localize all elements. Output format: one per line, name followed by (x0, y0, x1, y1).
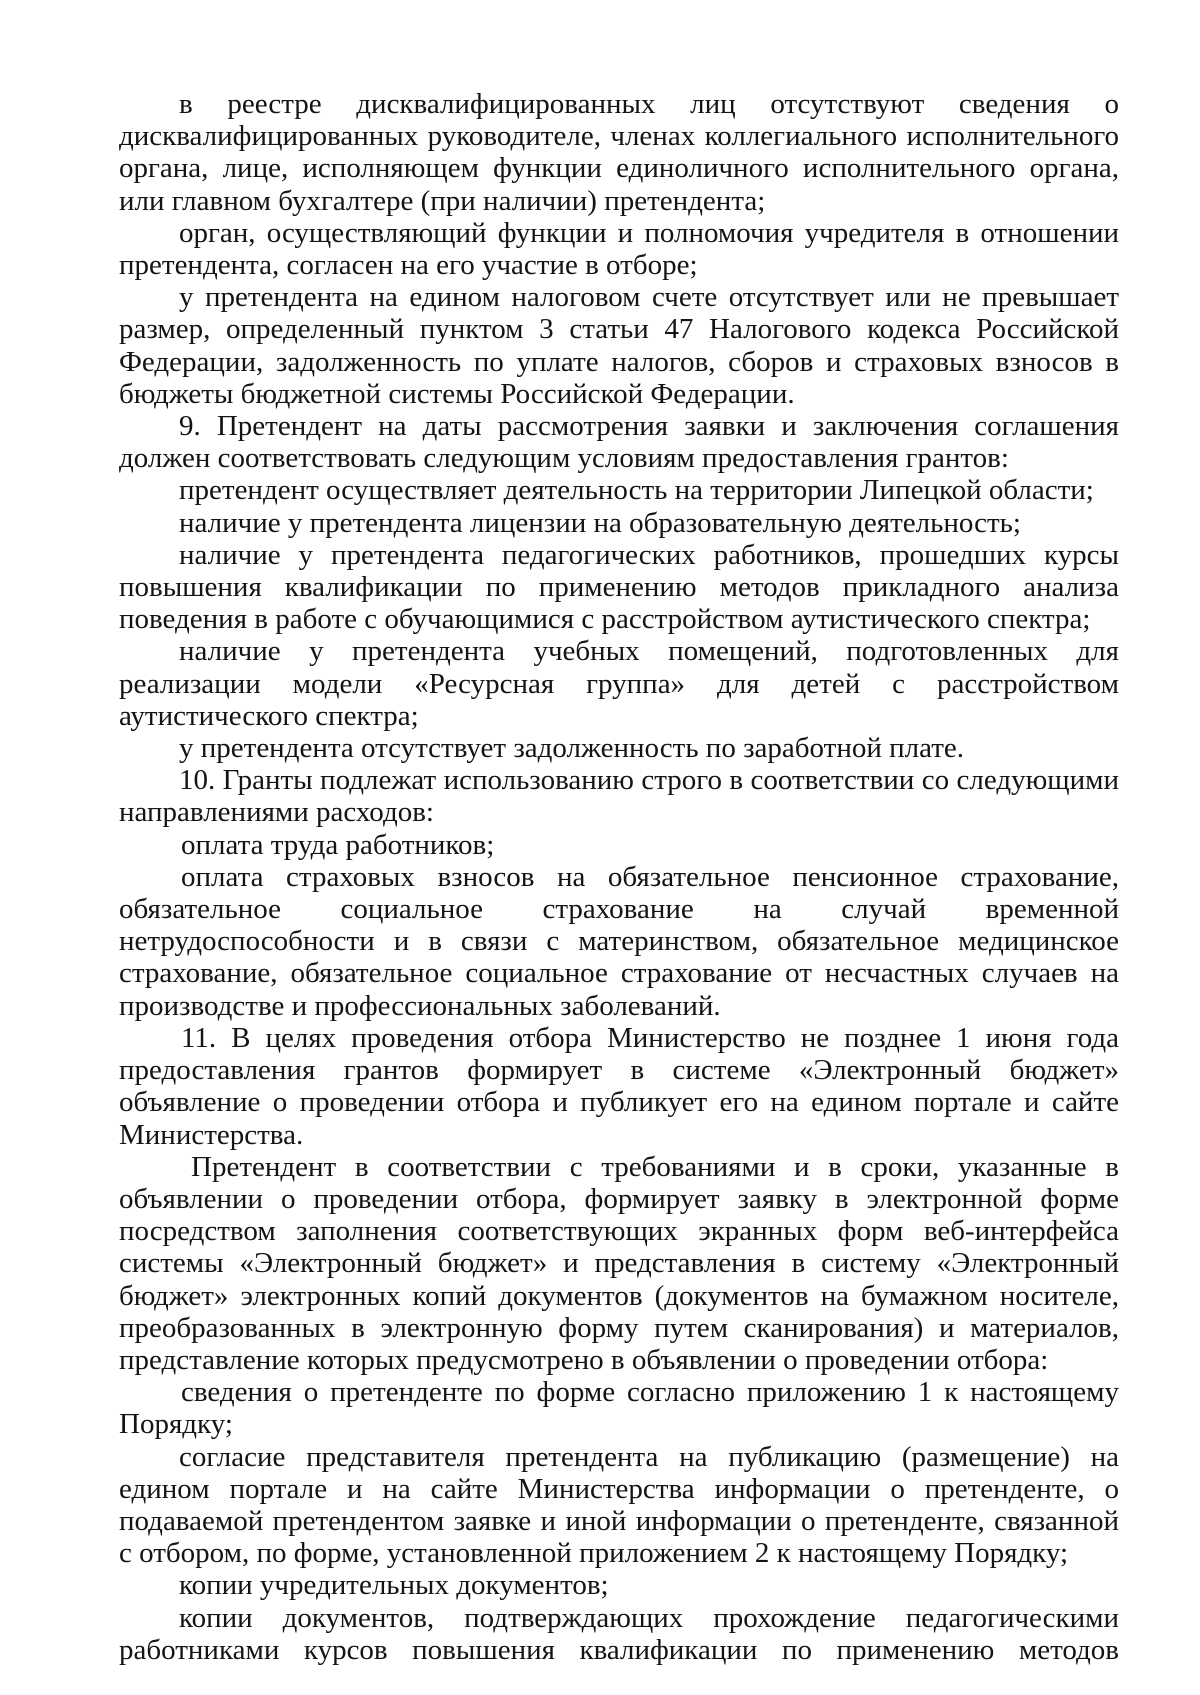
paragraph-disqualified-registry: в реестре дисквалифицированных лиц отсутствуют сведения о дисквалифицированных руководителе, членах коллегиального исполнительного органа, лице, исполняющем функции единоличного исполнительного органа, или главном бухгалтере (при наличии) претендента; (119, 88, 1119, 217)
paragraph-tax-debt: у претендента на едином налоговом счете отсутствует или не превышает размер, определенный пунктом 3 статьи 47 Налогового кодекса Российской Федерации, задолженность по уплате налогов, сборов и страховых взносов в бюджеты бюджетной системы Российской Федерации. (119, 281, 1119, 410)
paragraph-no-wage-debt: у претендента отсутствует задолженность по заработной плате. (179, 732, 965, 765)
paragraph-section-9: 9. Претендент на даты рассмотрения заявки и заключения соглашения должен соответствовать следующим условиям предоставления грантов: (119, 410, 1119, 475)
paragraph-classrooms: наличие у претендента учебных помещений, подготовленных для реализации модели «Ресурсная группа» для детей с расстройством аутистического спектра; (119, 635, 1119, 732)
paragraph-teachers-training: наличие у претендента педагогических работников, прошедших курсы повышения квалификации по применению методов прикладного анализа поведения в работе с обучающимися с расстройством аутистического спектра; (119, 538, 1119, 636)
paragraph-applicant-info: сведения о претенденте по форме согласно приложению 1 к настоящему Порядку; (119, 1376, 1119, 1441)
paragraph-section-10: 10. Гранты подлежат использованию строго в соответствии со следующими направлениями расходов: (119, 764, 1119, 829)
paragraph-labor-payment: оплата труда работников; (181, 828, 495, 861)
paragraph-founder-consent: орган, осуществляющий функции и полномочия учредителя в отношении претендента, согласен на его участие в отборе; (119, 216, 1119, 282)
paragraph-license: наличие у претендента лицензии на образовательную деятельность; (179, 506, 1021, 539)
paragraph-section-11: 11. В целях проведения отбора Министерство не позднее 1 июня года предоставления грантов формирует в системе «Электронный бюджет» объявление о проведении отбора и публикует его на едином портале и сайте Министерства. (119, 1021, 1119, 1151)
paragraph-lipetsk-territory: претендент осуществляет деятельность на территории Липецкой области; (179, 474, 1094, 507)
paragraph-training-documents: копии документов, подтверждающих прохождение педагогическими работниками курсов повышения квалификации по применению методов (119, 1601, 1119, 1666)
paragraph-application-submission: Претендент в соответствии с требованиями и в сроки, указанные в объявлении о проведении отбора, формирует заявку в электронной форме посредством заполнения соответствующих экранных форм веб-интерфейса системы «Электронный бюджет» и представления в систему «Электронный бюджет» электронных копий документов (документов на бумажном носителе, преобразованных в электронную форму путем сканирования) и материалов, представление которых предусмотрено в объявлении о проведении отбора: (119, 1150, 1119, 1376)
document-body (119, 88, 1119, 1666)
paragraph-founding-documents: копии учредительных документов; (179, 1569, 609, 1602)
paragraph-publication-consent: согласие представителя претендента на публикацию (размещение) на едином портале и на сайте Министерства информации о претенденте, о подаваемой претендентом заявке и иной информации о претенденте, связанной с отбором, по форме, установленной приложением 2 к настоящему Порядку; (119, 1440, 1119, 1570)
paragraph-insurance-payments: оплата страховых взносов на обязательное пенсионное страхование, обязательное социальное страхование на случай временной нетрудоспособности и в связи с материнством, обязательное медицинское страхование, обязательное социальное страхование от несчастных случаев на производстве и профессиональных заболеваний. (119, 860, 1119, 1022)
